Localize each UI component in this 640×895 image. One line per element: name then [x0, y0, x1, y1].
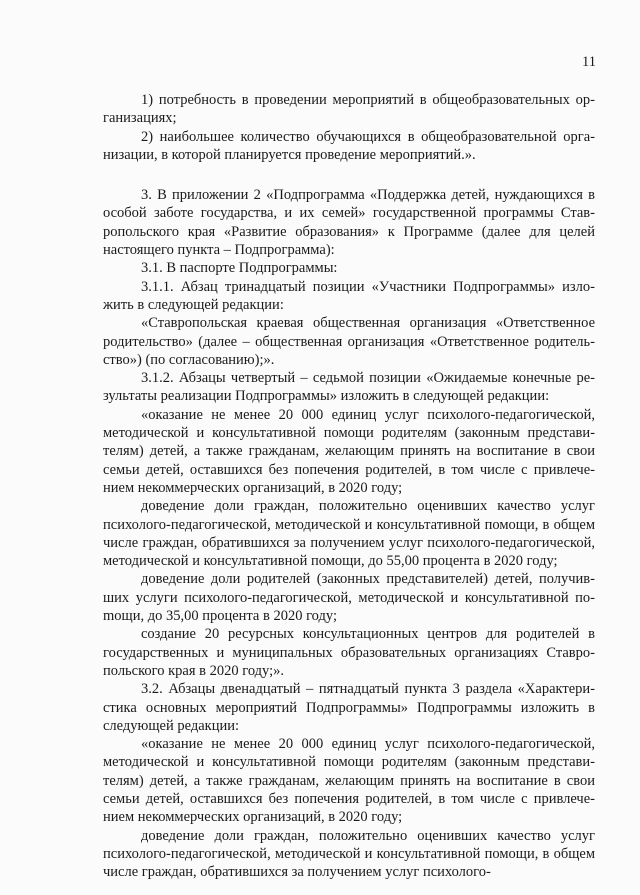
paragraph: 3.1.1. Абзац тринадцатый позиции «Участники Подпрограммы» изложить в следующей редакции: — [103, 278, 595, 313]
paragraph: «Ставропольская краевая общественная организация «Ответственное родительство» (далее – общественная организация «Ответственное родительство») (по согласованию);». — [103, 315, 595, 368]
paragraph: доведение доли граждан, положительно оценивших качество услуг психолого-педагогической, методической и консультативной помощи, в общем числе граждан, обратившихся за получением услуг психолого- — [103, 827, 595, 881]
paragraph: 3.1.2. Абзацы четвертый – седьмой позиции «Ожидаемые конечные результаты реализации Подпрограммы» изложить в следующей редакции: — [103, 370, 595, 405]
paragraph: 2) наибольшее количество обучающихся в общеобразовательной организации, в которой планируется проведение мероприятий.». — [103, 128, 595, 163]
paragraph: 1) потребность в проведении мероприятий в общеобразовательных организациях; — [103, 92, 595, 127]
page-number: 11 — [582, 54, 596, 70]
paragraph: 3.1. В паспорте Подпрограммы: — [141, 260, 338, 277]
paragraph: 3.2. Абзацы двенадцатый – пятнадцатый пункта 3 раздела «Характеристика основных мероприятий Подпрограммы» Подпрограммы изложить в следующей редакции: — [103, 681, 595, 734]
paragraph: создание 20 ресурсных консультационных центров для родителей в государственных и муниципальных образовательных организациях Ставропольского края в 2020 году;». — [103, 626, 595, 679]
document-body — [103, 91, 595, 881]
paragraph: 3. В приложении 2 «Подпрограмма «Поддержка детей, нуждающихся в особой заботе государства, и их семей» государственной программы Ставропольского края «Развитие образования» к Программе (далее для целей настоящего пункта – Подпрограмма): — [103, 187, 595, 259]
paragraph: «оказание не менее 20 000 единиц услуг психолого-педагогической, методической и консультативной помощи родителям (законным представителям) детей, а также гражданам, желающим принять на воспитание в свои семьи детей, оставшихся без попечения родителей, в том числе с привлечением некоммерческих организаций, в 2020 году; — [103, 406, 595, 496]
paragraph: доведение доли родителей (законных представителей) детей, получивших услуги психолого-педагогической, методической и консультативной поmощи, до 35,00 процента в 2020 году; — [103, 571, 595, 625]
paragraph: «оказание не менее 20 000 единиц услуг психолого-педагогической, методической и консультативной помощи родителям (законным представителям) детей, а также гражданам, желающим принять на воспитание в свои семьи детей, оставшихся без попечения родителей, в том числе с привлечением некоммерческих организаций, в 2020 году; — [103, 736, 595, 826]
paragraph: доведение доли граждан, положительно оценивших качество услуг психолого-педагогической, методической и консультативной помощи, в общем числе граждан, обратившихся за получением услуг психолого-педагогической, методической и консультативной помощи, до 55,00 процента в 2020 году; — [103, 498, 595, 570]
